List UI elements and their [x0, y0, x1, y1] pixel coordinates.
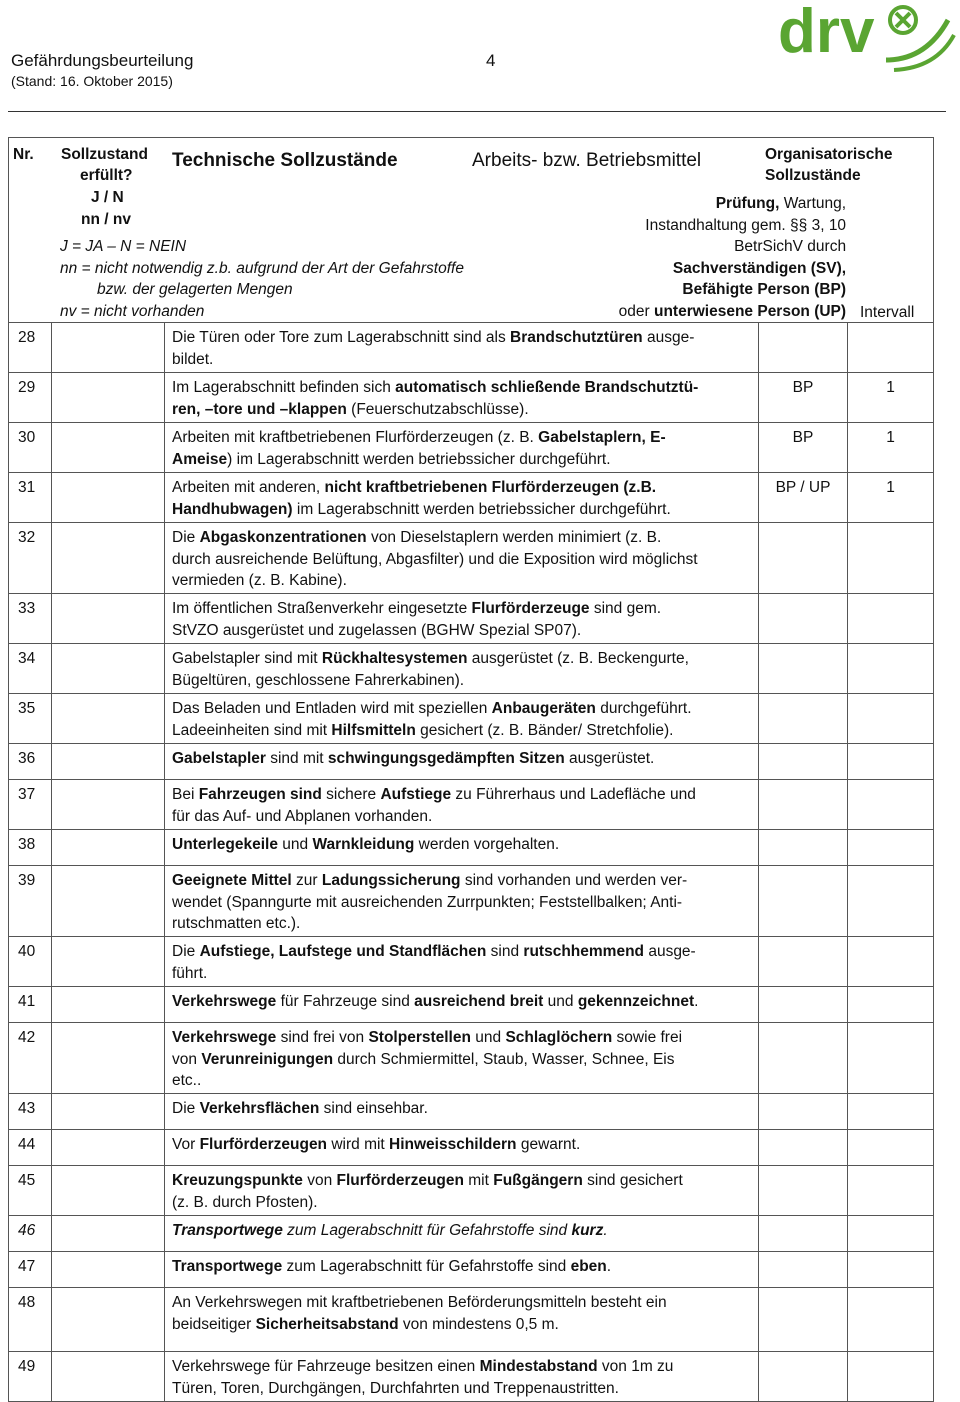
- text-span: von Dieselstaplern werden minimiert (z. B.: [366, 529, 662, 546]
- pruefer-cell: [759, 644, 848, 694]
- text-span: Ladeeinheiten sind mit: [172, 721, 332, 739]
- table-row: [9, 1352, 934, 1402]
- text-span: sind gesichert: [582, 1172, 683, 1189]
- erfuellt-cell[interactable]: [52, 1094, 165, 1130]
- pruefer-cell: [759, 987, 848, 1023]
- bold-term: eben: [570, 1258, 607, 1275]
- erfuellt-cell[interactable]: [52, 594, 165, 644]
- sollzustand-text: [165, 744, 759, 780]
- bold-term: Verkehrsflächen: [199, 1100, 320, 1117]
- intervall-cell: [848, 594, 934, 644]
- row-number: 33: [9, 594, 52, 644]
- text-span: und: [543, 993, 578, 1010]
- pruefer-cell: [759, 1216, 848, 1252]
- bold-term: Gabelstapler: [172, 750, 266, 767]
- text-span: Das Beladen und Entladen wird mit speziellen: [172, 700, 492, 717]
- erfuellt-cell[interactable]: [52, 1352, 165, 1402]
- erfuellt-cell[interactable]: [52, 1130, 165, 1166]
- bold-term: Fußgängern: [493, 1172, 583, 1189]
- text-span: sowie frei: [612, 1029, 683, 1046]
- text-span: führt.: [172, 964, 208, 982]
- erfuellt-cell[interactable]: [52, 866, 165, 937]
- bold-term: Fahrzeugen sind: [198, 786, 322, 803]
- bold-term: gekennzeichnet: [577, 993, 695, 1010]
- row-number: 28: [9, 323, 52, 373]
- text-span: zur: [291, 872, 322, 889]
- pruefer-cell: [759, 1288, 848, 1352]
- bold-term: schwingungsgedämpften Sitzen: [327, 750, 565, 767]
- row-number: 31: [9, 473, 52, 523]
- technische-heading: Technische Sollzustände: [172, 150, 398, 171]
- sollzustand-text: [165, 594, 759, 644]
- org-heading-2: Sollzustände: [765, 167, 861, 184]
- sollzustand-text: [165, 830, 759, 866]
- text-span: .: [603, 1222, 608, 1239]
- text-span: Bei: [172, 786, 199, 803]
- sollzustand-text: [165, 1094, 759, 1130]
- text-span: sind gem.: [589, 600, 662, 617]
- text-span: Verkehrswege für Fahrzeuge besitzen einen: [172, 1358, 480, 1375]
- erfuellt-cell[interactable]: [52, 694, 165, 744]
- intervall-cell: 1: [848, 473, 934, 523]
- bold-term: Anbaugeräten: [491, 700, 596, 717]
- bold-term: ausreichend breit: [414, 993, 544, 1010]
- text-span: Im öffentlichen Straßenverkehr eingesetzte: [172, 600, 472, 617]
- text-span: für das Auf- und Abplanen vorhanden.: [172, 807, 433, 825]
- sollzustand-text: [165, 987, 759, 1023]
- text-span: zum Lagerabschnitt für Gefahrstoffe sind: [282, 1222, 572, 1239]
- row-number: 41: [9, 987, 52, 1023]
- text-span: (Feuerschutzabschlüsse).: [346, 400, 529, 418]
- bold-term: Ameise: [172, 450, 228, 468]
- text-span: durch ausreichende Belüftung, Abgasfilter) und die Exposition wird möglichst: [172, 550, 698, 568]
- intervall-cell: 1: [848, 373, 934, 423]
- erfuellt-cell[interactable]: [52, 1216, 165, 1252]
- text-span: beidseitiger: [172, 1315, 256, 1333]
- pruefer-cell: [759, 594, 848, 644]
- intervall-cell: 1: [848, 423, 934, 473]
- text-span: .: [606, 1258, 612, 1275]
- bold-term: Verkehrswege: [172, 993, 277, 1010]
- row-number: 30: [9, 423, 52, 473]
- logo-text: drv: [778, 0, 875, 66]
- text-span: von 1m zu: [597, 1358, 674, 1375]
- sollzustand-text: [165, 1352, 759, 1402]
- intervall-heading: Intervall: [860, 304, 915, 321]
- page-number: 4: [486, 51, 496, 70]
- text-span: Gabelstapler sind mit: [172, 650, 322, 667]
- text-span: von: [172, 1050, 202, 1068]
- text-span: sind: [486, 943, 524, 960]
- table-row: [9, 744, 934, 780]
- pruefung-line-4: Sachverständigen (SV),: [672, 260, 847, 277]
- sollzustand-text: [165, 694, 759, 744]
- text-span: sichere: [321, 786, 381, 803]
- intervall-cell: [848, 1166, 934, 1216]
- text-span: bildet.: [172, 350, 214, 368]
- sollzustand-text: [165, 423, 759, 473]
- bold-term: Gabelstaplern, E-: [538, 429, 666, 446]
- bold-term: Hilfsmitteln: [331, 721, 416, 739]
- sollzustand-table: [8, 137, 934, 1402]
- col-sollzustand-label: Sollzustand: [61, 146, 148, 163]
- text-span: Im Lagerabschnitt befinden sich: [172, 379, 396, 396]
- erfuellt-cell[interactable]: [52, 1288, 165, 1352]
- erfuellt-cell[interactable]: [52, 373, 165, 423]
- text-span: Die: [172, 529, 200, 546]
- sollzustand-text: [165, 1216, 759, 1252]
- row-number: 49: [9, 1352, 52, 1402]
- intervall-cell: [848, 1288, 934, 1352]
- col-sollzustand-nnnv: nn / nv: [81, 211, 131, 228]
- pruefer-cell: [759, 694, 848, 744]
- table-row: [9, 780, 934, 830]
- text-span: mit: [463, 1172, 494, 1189]
- pruefung-line-1: Prüfung, Wartung,: [715, 195, 847, 212]
- intervall-cell: [848, 694, 934, 744]
- row-number: 44: [9, 1130, 52, 1166]
- pruefer-cell: [759, 780, 848, 830]
- sollzustand-text: [165, 644, 759, 694]
- bold-term: Flurförderzeugen: [199, 1136, 328, 1153]
- pruefer-cell: [759, 1352, 848, 1402]
- text-span: .: [694, 993, 699, 1010]
- bold-term: Ladungssicherung: [321, 872, 461, 889]
- text-span: zu Führerhaus und Ladefläche und: [451, 786, 696, 803]
- bold-term: Stolperstellen: [368, 1029, 471, 1046]
- table-row: [9, 1130, 934, 1166]
- sollzustand-text: [165, 780, 759, 830]
- col-sollzustand-label-2: erfüllt?: [80, 167, 133, 184]
- text-span: ausgerüstet (z. B. Beckengurte,: [467, 650, 689, 667]
- erfuellt-cell[interactable]: [52, 523, 165, 594]
- legend-mengen: bzw. der gelagerten Mengen: [97, 281, 293, 298]
- text-span: für Fahrzeuge sind: [276, 993, 415, 1010]
- bold-term: Warnkleidung: [312, 836, 415, 853]
- row-number: 48: [9, 1288, 52, 1352]
- table-header-row: [9, 138, 934, 323]
- text-span: Vor: [172, 1136, 200, 1153]
- pruefer-cell: [759, 866, 848, 937]
- bold-term: ren, –tore und –klappen: [172, 400, 347, 418]
- text-span: und: [277, 836, 313, 853]
- pruefung-line-5: Befähigte Person (BP): [682, 281, 847, 298]
- document-date: (Stand: 16. Oktober 2015): [11, 73, 173, 89]
- bold-term: Aufstiege: [380, 786, 452, 803]
- sollzustand-text: [165, 866, 759, 937]
- erfuellt-cell[interactable]: [52, 937, 165, 987]
- table-row: [9, 423, 934, 473]
- table-row: [9, 323, 934, 373]
- intervall-cell: [848, 1352, 934, 1402]
- table-row: [9, 373, 934, 423]
- erfuellt-cell[interactable]: [52, 473, 165, 523]
- bold-term: Sicherheitsabstand: [255, 1315, 399, 1333]
- arbeitsmittel-heading: Arbeits- bzw. Betriebsmittel: [472, 150, 702, 171]
- bold-term: rutschhemmend: [523, 943, 645, 960]
- bold-term: Verkehrswege: [172, 1029, 277, 1046]
- bold-term: Schlaglöchern: [505, 1029, 613, 1046]
- sollzustand-text: [165, 1023, 759, 1094]
- intervall-cell: [848, 987, 934, 1023]
- sollzustand-text: [165, 373, 759, 423]
- text-span: durchgeführt.: [595, 700, 692, 717]
- bold-term: Verunreinigungen: [201, 1050, 334, 1068]
- row-number: 45: [9, 1166, 52, 1216]
- erfuellt-cell[interactable]: [52, 744, 165, 780]
- header-rule: [8, 111, 946, 112]
- bold-term: automatisch schließende Brandschutztü-: [395, 379, 699, 396]
- row-number: 35: [9, 694, 52, 744]
- text-span: ausge-: [642, 329, 695, 346]
- erfuellt-cell[interactable]: [52, 830, 165, 866]
- table-row: [9, 473, 934, 523]
- bold-term: nicht kraftbetriebenen Flurförderzeugen (z.B.: [324, 479, 657, 496]
- erfuellt-cell[interactable]: [52, 780, 165, 830]
- pruefer-cell: [759, 744, 848, 780]
- intervall-cell: [848, 323, 934, 373]
- text-span: zum Lagerabschnitt für Gefahrstoffe sind: [282, 1258, 571, 1275]
- text-span: von mindestens 0,5 m.: [398, 1315, 559, 1333]
- col-nr-header: Nr.: [13, 146, 34, 163]
- erfuellt-cell[interactable]: [52, 323, 165, 373]
- sollzustand-text: [165, 1252, 759, 1288]
- text-span: Arbeiten mit kraftbetriebenen Flurförderzeugen (z. B.: [172, 429, 539, 446]
- text-span: Die: [172, 1100, 200, 1117]
- bold-term: Abgaskonzentrationen: [199, 529, 367, 546]
- table-row: [9, 1166, 934, 1216]
- table-row: [9, 987, 934, 1023]
- text-span: Die Türen oder Tore zum Lagerabschnitt sind als: [172, 329, 511, 346]
- sollzustand-text: [165, 937, 759, 987]
- intervall-cell: [848, 830, 934, 866]
- pruefer-cell: [759, 1166, 848, 1216]
- text-span: etc..: [172, 1072, 202, 1089]
- text-span: vermieden (z. B. Kabine).: [172, 572, 347, 589]
- intervall-cell: [848, 523, 934, 594]
- sollzustand-text: [165, 1166, 759, 1216]
- text-span: sind vorhanden und werden ver-: [460, 872, 688, 889]
- table-row: [9, 1094, 934, 1130]
- document-title: Gefährdungsbeurteilung: [11, 51, 194, 70]
- table-row: [9, 1288, 934, 1352]
- row-number: 39: [9, 866, 52, 937]
- row-number: 37: [9, 780, 52, 830]
- table-header: [9, 138, 933, 322]
- bold-term: Transportwege: [172, 1222, 283, 1239]
- org-heading-1: Organisatorische: [765, 146, 893, 163]
- pruefer-cell: BP: [759, 373, 848, 423]
- table-row: [9, 830, 934, 866]
- intervall-cell: [848, 1252, 934, 1288]
- bold-term: Rückhaltesystemen: [321, 650, 468, 667]
- bold-term: Geeignete Mittel: [172, 872, 292, 889]
- text-span: wendet (Spanngurte mit ausreichenden Zurrpunkten; Feststellbalken; Anti-: [172, 893, 683, 911]
- row-number: 38: [9, 830, 52, 866]
- sollzustand-text: [165, 473, 759, 523]
- text-span: Türen, Toren, Durchgängen, Durchfahrten und Treppenaustritten.: [172, 1379, 619, 1397]
- pruefung-line-2: Instandhaltung gem. §§ 3, 10: [645, 217, 847, 234]
- bold-term: Aufstiege, Laufstege und Standflächen: [199, 943, 487, 960]
- drv-logo: [776, 0, 956, 80]
- text-span: gewarnt.: [516, 1136, 581, 1153]
- table-row: [9, 937, 934, 987]
- bold-term: Flurförderzeugen: [336, 1172, 464, 1189]
- text-span: StVZO ausgerüstet und zugelassen (BGHW Spezial SP07).: [172, 621, 582, 639]
- text-span: wird mit: [327, 1136, 390, 1153]
- bold-term: Flurförderzeuge: [471, 600, 590, 617]
- legend-jn: J = JA – N = NEIN: [60, 238, 187, 255]
- pruefung-line-3: BetrSichV durch: [734, 238, 847, 255]
- text-span: ausgerüstet.: [564, 750, 655, 767]
- text-span: ausge-: [644, 943, 696, 960]
- pruefer-cell: BP / UP: [759, 473, 848, 523]
- col-sollzustand-jn: J / N: [91, 189, 124, 206]
- text-span: gesichert (z. B. Bänder/ Stretchfolie).: [415, 721, 674, 739]
- bold-term: Brandschutztüren: [510, 329, 643, 346]
- erfuellt-cell[interactable]: [52, 1023, 165, 1094]
- text-span: (z. B. durch Pfosten).: [172, 1193, 318, 1211]
- pruefer-cell: [759, 1130, 848, 1166]
- bold-term: Kreuzungspunkte: [172, 1172, 303, 1189]
- pruefer-cell: BP: [759, 423, 848, 473]
- intervall-cell: [848, 866, 934, 937]
- pruefer-cell: [759, 1252, 848, 1288]
- table-row: [9, 1252, 934, 1288]
- text-span: im Lagerabschnitt werden betriebssicher durchgeführt.: [292, 500, 671, 518]
- intervall-cell: [848, 644, 934, 694]
- pruefer-cell: [759, 523, 848, 594]
- pruefer-cell: [759, 323, 848, 373]
- sollzustand-text: [165, 523, 759, 594]
- text-span: rutschmatten etc.).: [172, 915, 301, 932]
- sollzustand-text: [165, 1130, 759, 1166]
- pruefung-line-6: oder unterwiesene Person (UP): [618, 303, 847, 320]
- legend-nn: nn = nicht notwendig z.b. aufgrund der Art der Gefahrstoffe: [60, 260, 464, 277]
- pruefer-cell: [759, 1094, 848, 1130]
- pruefer-cell: [759, 1023, 848, 1094]
- row-number: 43: [9, 1094, 52, 1130]
- text-span: ) im Lagerabschnitt werden betriebssicher durchgeführt.: [227, 450, 611, 468]
- bold-term: Unterlegekeile: [172, 836, 278, 853]
- text-span: sind frei von: [276, 1029, 369, 1046]
- text-span: sind mit: [265, 750, 328, 767]
- text-span: Bügeltüren, geschlossene Fahrerkabinen).: [172, 671, 465, 689]
- text-span: und: [470, 1029, 506, 1046]
- table-row: [9, 594, 934, 644]
- intervall-cell: [848, 1216, 934, 1252]
- intervall-cell: [848, 937, 934, 987]
- legend-nv: nv = nicht vorhanden: [60, 303, 205, 320]
- intervall-cell: [848, 780, 934, 830]
- text-span: von: [302, 1172, 337, 1189]
- intervall-cell: [848, 744, 934, 780]
- row-number: 36: [9, 744, 52, 780]
- table-row: [9, 523, 934, 594]
- erfuellt-cell[interactable]: [52, 1252, 165, 1288]
- pruefer-cell: [759, 937, 848, 987]
- erfuellt-cell[interactable]: [52, 644, 165, 694]
- text-span: werden vorgehalten.: [414, 836, 560, 853]
- intervall-cell: [848, 1130, 934, 1166]
- table-row: [9, 644, 934, 694]
- bold-term: Hinweisschildern: [389, 1136, 517, 1153]
- text-span: durch Schmiermittel, Staub, Wasser, Schnee, Eis: [333, 1050, 675, 1068]
- sollzustand-text: [165, 323, 759, 373]
- bold-term: Mindestabstand: [479, 1358, 598, 1375]
- text-span: An Verkehrswegen mit kraftbetriebenen Beförderungsmitteln besteht ein: [172, 1294, 667, 1311]
- table-row: [9, 694, 934, 744]
- erfuellt-cell[interactable]: [52, 423, 165, 473]
- table-row: [9, 866, 934, 937]
- table-row: [9, 1216, 934, 1252]
- intervall-cell: [848, 1023, 934, 1094]
- sollzustand-text: [165, 1288, 759, 1352]
- row-number: 34: [9, 644, 52, 694]
- row-number: 47: [9, 1252, 52, 1288]
- text-span: Arbeiten mit anderen,: [172, 479, 325, 496]
- bold-term: kurz: [571, 1222, 604, 1239]
- erfuellt-cell[interactable]: [52, 1166, 165, 1216]
- erfuellt-cell[interactable]: [52, 987, 165, 1023]
- pruefer-cell: [759, 830, 848, 866]
- bold-term: Transportwege: [172, 1258, 283, 1275]
- row-number: 40: [9, 937, 52, 987]
- table-row: [9, 1023, 934, 1094]
- row-number: 32: [9, 523, 52, 594]
- row-number: 42: [9, 1023, 52, 1094]
- intervall-cell: [848, 1094, 934, 1130]
- row-number: 46: [9, 1216, 52, 1252]
- text-span: sind einsehbar.: [319, 1100, 428, 1117]
- bold-term: Handhubwagen): [172, 500, 293, 518]
- text-span: Die: [172, 943, 200, 960]
- row-number: 29: [9, 373, 52, 423]
